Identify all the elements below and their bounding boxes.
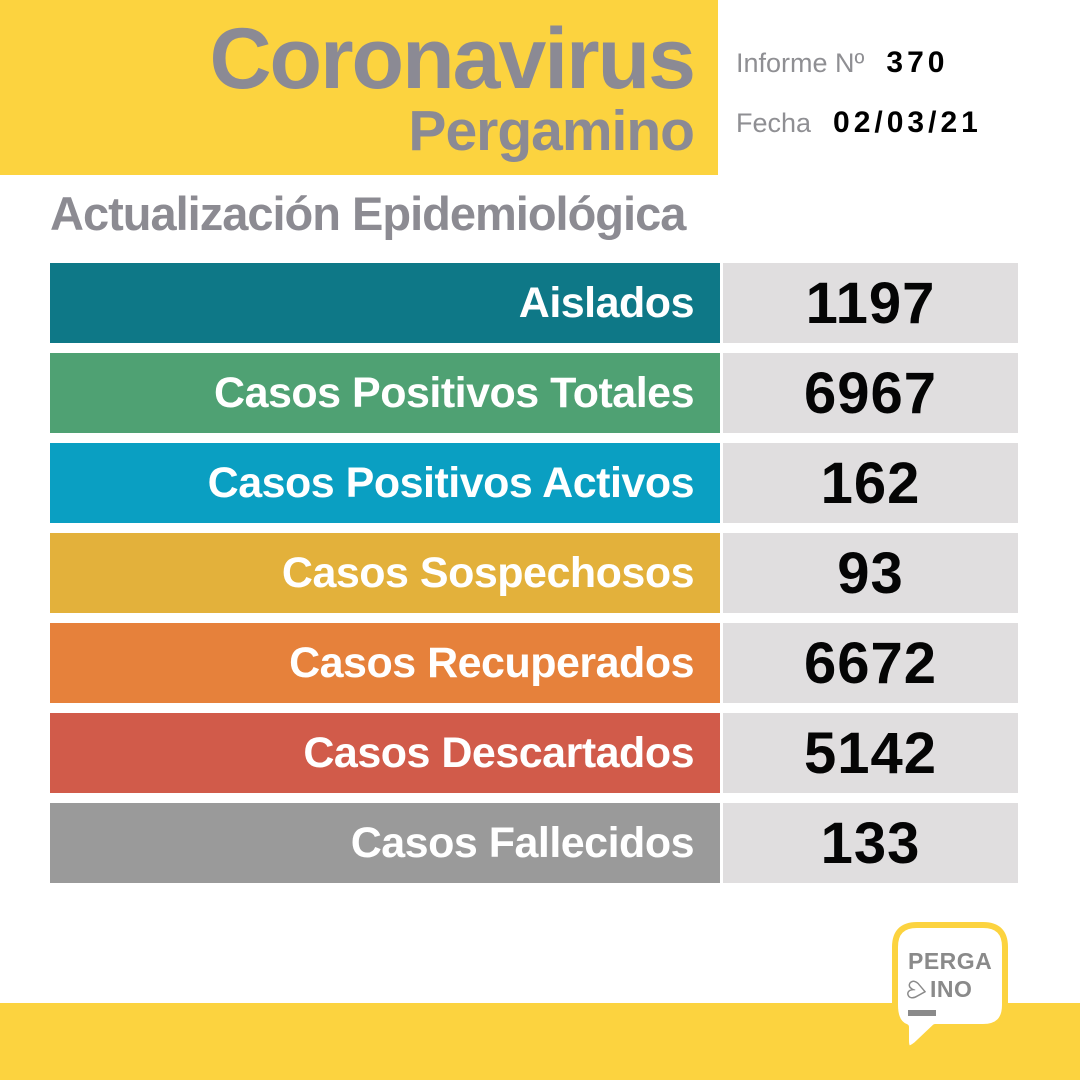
row-value-panel [723,713,1018,793]
logo-underline [908,1010,936,1016]
table-row [50,533,1018,613]
report-date-value: 02/03/21 [833,106,982,139]
logo-text [902,948,993,1004]
row-value: 5142 [803,720,938,786]
table-row [50,353,1018,433]
row-label: Casos Recuperados [289,638,694,687]
table-row [50,263,1018,343]
row-label-bar [50,263,720,343]
section-heading: Actualización Epidemiológica [50,187,686,240]
row-label: Casos Fallecidos [350,818,694,867]
report-number-value: 370 [886,46,949,79]
row-label-bar [50,533,720,613]
heart-icon: ♡ [902,976,934,1004]
row-value: 93 [837,540,904,606]
row-label: Casos Positivos Activos [207,458,694,507]
row-label: Casos Descartados [303,728,694,777]
report-info-block [736,46,982,166]
row-label-bar [50,443,720,523]
row-label-bar [50,623,720,703]
row-value-panel [723,443,1018,523]
row-value-panel [723,263,1018,343]
row-label-bar [50,713,720,793]
table-row [50,443,1018,523]
logo-text-line2: INO [930,975,973,1002]
row-label-bar [50,353,720,433]
title-block [0,11,694,163]
report-number-row [736,46,982,84]
report-number-label: Informe Nº [736,48,865,78]
report-date-label: Fecha [736,108,812,138]
row-value: 6967 [803,360,938,426]
page-subtitle-city: Pergamino [408,99,694,163]
table-row [50,623,1018,703]
row-value: 162 [820,450,921,516]
logo-text-line1: PERGA [908,948,993,974]
row-value-panel [723,803,1018,883]
row-value-panel [723,623,1018,703]
row-label: Aislados [518,278,694,327]
row-value-panel [723,353,1018,433]
row-label: Casos Positivos Totales [214,368,694,417]
pergamino-logo [891,921,1009,1057]
table-row [50,803,1018,883]
row-label-bar [50,803,720,883]
page-title: Coronavirus [209,11,694,107]
row-value-panel [723,533,1018,613]
row-value: 133 [820,810,921,876]
logo-text-line2-wrap [902,975,992,1005]
row-value: 1197 [805,270,936,336]
report-date-row [736,106,982,144]
row-label: Casos Sospechosos [281,548,694,597]
row-value: 6672 [803,630,938,696]
stats-table [50,263,1018,893]
table-row [50,713,1018,793]
